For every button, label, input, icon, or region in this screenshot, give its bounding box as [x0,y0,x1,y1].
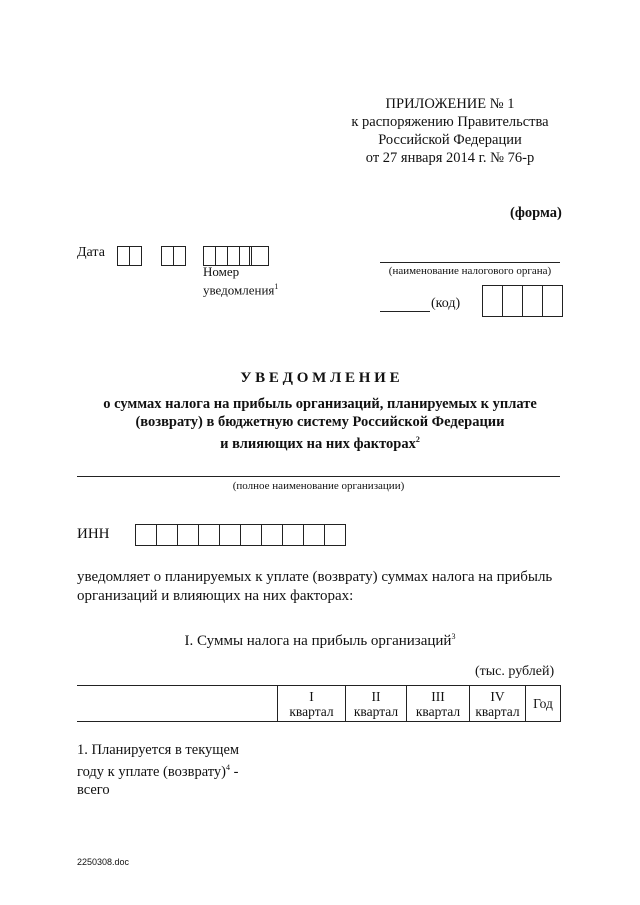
subtitle-footnote: 2 [415,435,420,444]
appendix-line-2: Российской Федерации [378,132,522,148]
notice-number-footnote: 1 [274,282,279,291]
date-day-boxes[interactable] [117,246,142,266]
tax-authority-line[interactable] [380,262,560,263]
quarters-table [277,685,561,722]
date-month-boxes[interactable] [161,246,186,266]
notice-number-text: Номер [203,264,240,279]
appendix-title: ПРИЛОЖЕНИЕ № 1 [385,96,515,112]
form-label: (форма) [510,205,562,221]
section-title-text: I. Суммы налога на прибыль организаций [184,633,452,649]
subtitle-line-1: о суммах налога на прибыль организаций, планируемых к уплате [103,396,537,412]
section-title-footnote: 3 [451,632,456,641]
inn-boxes[interactable] [135,524,346,546]
table-header-q2: II квартал [346,686,407,722]
table-header-q4: IV квартал [470,686,526,722]
footer-filename: 2250308.doc [77,857,130,867]
row-1-line-3: всего [77,781,110,798]
subtitle-line-3: и влияющих на них факторах [220,435,416,452]
table-header-q1: I квартал [278,686,346,722]
body-text-line-2: организаций и влияющих на них факторах: [77,588,354,604]
row-1-line-2: году к уплате (возврату) [77,763,226,780]
date-label: Дата [77,245,105,260]
section-title [120,632,520,650]
appendix-line-1: к распоряжению Правительства [351,114,549,130]
table-header-q3: III квартал [407,686,470,722]
subtitle-line-2: (возврату) в бюджетную систему Российской Федерации [135,414,505,430]
row-1-label [77,741,239,799]
code-label: (код) [431,296,461,311]
table-top-line [77,685,277,686]
org-name-caption: (полное наименование организации) [232,480,405,492]
row-1-line-1: 1. Планируется в текущем [77,742,240,758]
body-text-line-1: уведомляет о планируемых к уплате (возврату) суммах налога на прибыль [77,569,553,585]
units-label: (тыс. рублей) [475,664,555,679]
row-1-footnote: 4 [225,763,230,772]
inn-label: ИНН [77,526,110,542]
date-year-boxes[interactable] [203,246,252,266]
appendix-line-3: от 27 января 2014 г. № 76-р [365,150,535,166]
appendix-block [330,95,570,167]
notice-number-boxes[interactable] [249,246,269,266]
body-text [77,568,577,606]
tax-authority-caption: (наименование налогового органа) [388,265,552,277]
code-line[interactable] [380,311,430,312]
row-1-dash: - [229,763,239,780]
table-header-year: Год [526,686,561,722]
document-subtitle [70,395,570,453]
code-boxes[interactable] [482,285,563,317]
notice-number-label [203,264,278,297]
table-bottom-line [77,721,277,722]
notice-number-text-2: уведомления [203,282,275,298]
org-name-line[interactable] [77,476,560,477]
document-title: У В Е Д О М Л Е Н И Е [240,370,400,386]
